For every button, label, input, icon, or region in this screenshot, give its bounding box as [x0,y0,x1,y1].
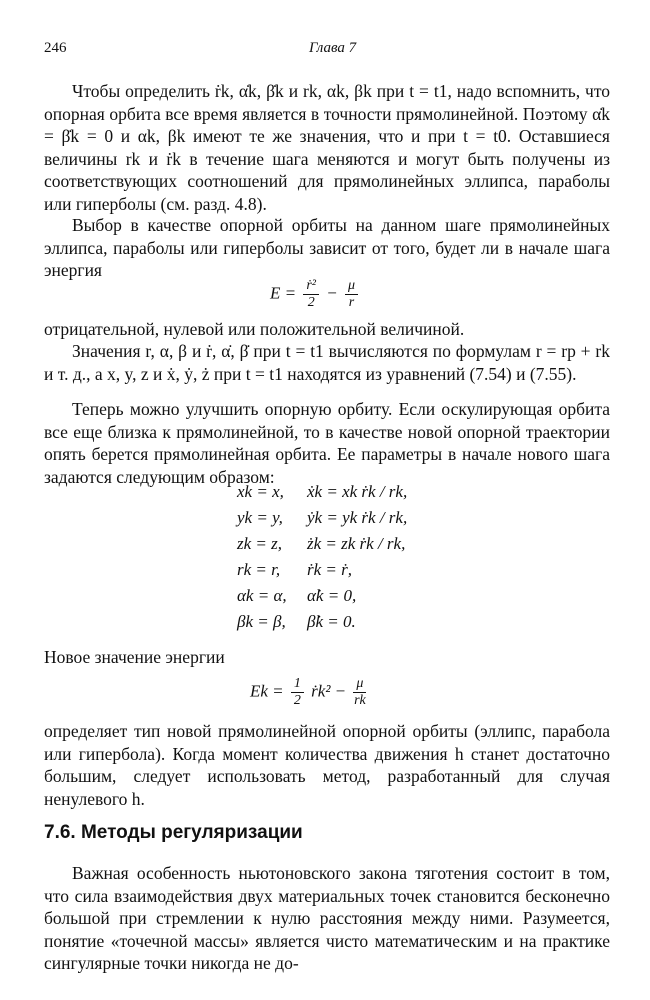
system-row: zk = z, żk = zk ṙk / rk, [237,534,406,553]
paragraph-3: отрицательной, нулевой или положительной величиной. [44,319,465,339]
page-number: 246 [44,40,67,56]
paragraph-7: определяет тип новой прямолинейной опорной орбиты (эллипс, парабола или гипербола). Когда момент количества движения h станет достаточно большим, следует использовать метод, разработанный для случая ненулевого h. [44,721,610,809]
system-row: xk = x, ẋk = xk ṙk / rk, [237,482,408,501]
section-heading: 7.6. Методы регуляризации [44,822,303,843]
system-row: rk = r, ṙk = ṙ, [237,560,352,579]
paragraph-8: Важная особенность ньютоновского закона тяготения состоит в том, что сила взаимодействия двух материальных точек становится бесконечно большой при стремлении к нулю расстояния между ними. Разумеется, понятие «точечной массы» является чисто математическим и на практике сингулярные точки никогда не до- [44,863,610,974]
paragraph-2: Выбор в качестве опорной орбиты на данном шаге прямолинейных эллипса, параболы или гиперболы зависит от того, будет ли в начале шага энергия [44,215,610,281]
system-row: yk = y, ẏk = yk ṙk / rk, [237,508,408,527]
paragraph-6: Новое значение энергии [44,647,225,667]
paragraph-4: Значения r, α, β и ṙ, α̇, β̇ при t = t1 вычисляются по формулам r = rp + rk и т. д., а x, y, z и ẋ, ẏ, ż при t = t1 находятся из уравнений (7.54) и (7.55). [44,341,610,384]
paragraph-5: Теперь можно улучшить опорную орбиту. Если оскулирующая орбита все еще близка к прямолинейной, то в качестве новой опорной траектории опять берется прямолинейная орбита. Ее параметры в начале нового шага задаются следующим образом: [44,399,610,487]
system-row: βk = β, β̇k = 0. [237,612,356,631]
energy-k-formula: Ek = $\frac{1}{2}$ ṙk² − $\frac{\mu}{rk}$ [250,676,366,708]
paragraph-1: Чтобы определить ṙk, α̇k, β̇k и rk, αk, βk при t = t1, надо вспомнить, что опорная орбита все время является в точности прямолинейной. Поэтому α̇k = β̇k = 0 и αk, βk имеют те же значения, что и при t = t0. Оставшиеся величины rk и ṙk в течение шага меняются и могут быть получены из соответствующих соотношений для прямолинейных эллипса, параболы или гиперболы (см. разд. 4.8). [44,81,610,214]
system-row: αk = α, α̇k = 0, [237,586,357,605]
chapter-title: Глава 7 [309,40,357,56]
energy-formula: E = $\frac{\text{ṙ²}}{2}$ − $\frac{\mu}{r}$ [270,278,361,311]
page-header [44,40,610,62]
